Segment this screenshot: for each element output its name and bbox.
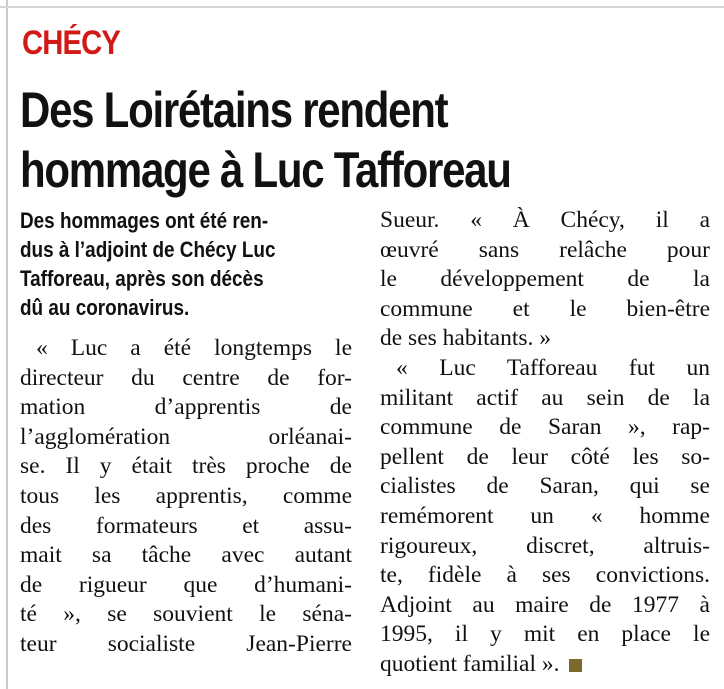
left-column	[20, 206, 352, 660]
lead-line: dus à l’adjoint de Chécy Luc	[20, 237, 276, 262]
body-line: teur socialiste Jean-Pierre	[20, 630, 352, 657]
body-line: Adjoint au maire de 1977 à	[380, 591, 710, 618]
body-line: se. Il y était très proche de	[20, 453, 352, 480]
body-line-text: quotient familial ».	[380, 650, 560, 677]
body-line: mation d’apprentis de	[20, 394, 352, 421]
last-body-line	[380, 650, 710, 680]
lead-line: Des hommages ont été ren-	[20, 208, 269, 233]
body-line: mait sa tâche avec autant	[20, 542, 352, 569]
body-line: té », se souvient le séna-	[20, 601, 352, 628]
lead-line: Tafforeau, après son décès	[20, 266, 264, 291]
body-line: pellent de leur côté les so-	[380, 443, 710, 470]
body-paragraph-left	[20, 334, 352, 660]
body-line: commune de Saran », rap-	[380, 414, 710, 441]
end-of-article-square-icon	[569, 659, 582, 672]
body-line: militant actif au sein de la	[380, 384, 710, 411]
body-line: des formateurs et assu-	[20, 512, 352, 539]
body-line: remémorent un « homme	[380, 502, 710, 529]
kicker-location: CHÉCY	[22, 24, 121, 62]
body-line: te, fidèle à ses convictions.	[380, 562, 710, 589]
body-line: de rigueur que d’humani-	[20, 571, 352, 598]
body-line: l’agglomération orléanai-	[20, 423, 352, 450]
body-line: cialistes de Saran, qui se	[380, 473, 710, 500]
body-line: commune et le bien-être	[380, 295, 710, 322]
lead-paragraph	[20, 206, 306, 334]
body-line: « Luc a été longtemps le	[36, 335, 352, 361]
body-line: Sueur. « À Chécy, il a	[380, 207, 710, 233]
top-border-rule	[0, 6, 724, 8]
headline-line-2: hommage à Luc Tafforeau	[20, 142, 511, 198]
headline	[20, 80, 511, 200]
right-column	[380, 206, 710, 680]
body-line: « Luc Tafforeau fut un	[396, 354, 710, 381]
headline-line-1: Des Loirétains rendent	[20, 82, 448, 138]
body-line: directeur du centre de for-	[20, 364, 352, 391]
body-line: tous les apprentis, comme	[20, 482, 352, 509]
body-line: 1995, il y mit en place le	[380, 621, 710, 648]
body-line: œuvré sans relâche pour	[380, 236, 710, 263]
left-border-rule	[6, 0, 8, 689]
body-line: rigoureux, discret, altruis-	[380, 532, 710, 559]
body-line: le développement de la	[380, 266, 710, 293]
lead-line: dû au coronavirus.	[20, 295, 190, 320]
body-line: de ses habitants. »	[380, 325, 551, 352]
